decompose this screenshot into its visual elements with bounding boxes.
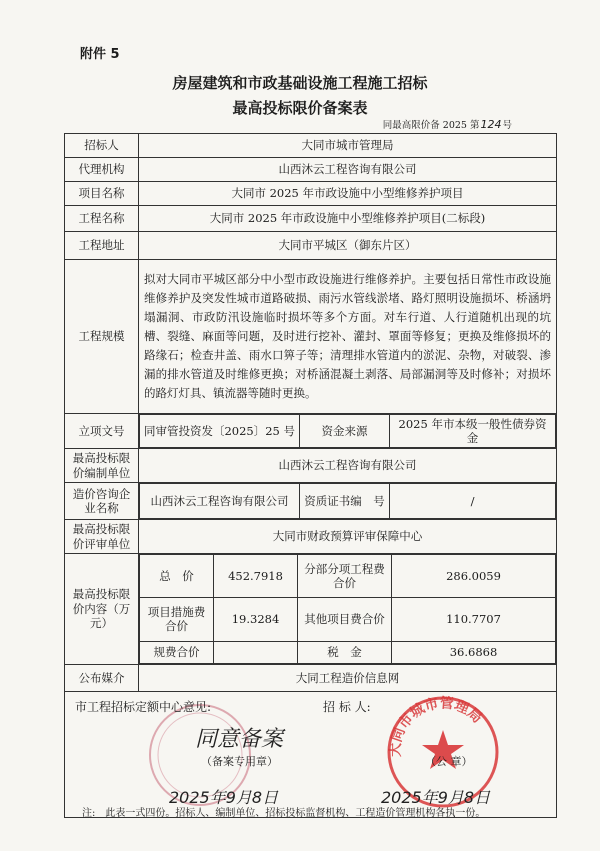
fee-label: 规费合价 (140, 641, 214, 663)
row-compiler (65, 449, 557, 483)
row-work-name (65, 206, 557, 232)
row-price (65, 554, 557, 665)
title-line-1: 房屋建筑和市政基础设施工程施工招标 (172, 74, 428, 92)
fee-value (214, 641, 298, 663)
price-label: 最高投标限价内容（万元） (65, 554, 139, 665)
row-agent (65, 158, 557, 182)
other-label: 其他项目费合价 (298, 598, 392, 641)
filing-stamp-note: （备案专用章） (201, 755, 278, 768)
project-name-label: 项目名称 (65, 182, 139, 206)
title-line-2: 最高投标限价备案表 (232, 99, 368, 117)
cert-label: 资质证书编 号 (300, 484, 390, 519)
measure-value: 19.3284 (214, 598, 298, 641)
reviewer-label: 最高投标限价评审单位 (65, 520, 139, 554)
work-name-value: 大同市 2025 年市政设施中小型维修养护项目(二标段) (139, 206, 557, 232)
scale-description: 拟对大同市平城区部分中小型市政设施进行维修养护。主要包括日常性市政设施维修养护及突发性城市道路破损、雨污水管线淤堵、路灯照明设施损坏、桥涵坍塌漏洞、市政防汛设施临时损坏等多个方面。对车行道、人行道随机出现的坑槽、裂缝、麻面等问题，及时进行挖补、灌封、罩面等修复；更换及维修损坏的路缘石；检查井盖、雨水口箅子等；清理排水管道内的淤泥、杂物，对破裂、渗漏的排水管道及时维修更换；对桥涵混凝土剥落、局部漏洞等及时修补；对损坏的路灯灯具、镇流器等随时更换。 (139, 260, 557, 414)
tax-value: 36.6868 (392, 641, 556, 663)
consultant-label: 造价咨询企业名称 (65, 483, 139, 520)
tenderer-sign-label: 招 标 人: (323, 700, 371, 714)
row-signatures (65, 692, 557, 818)
scale-label: 工程规模 (65, 260, 139, 414)
file-number-value: 124 (480, 118, 502, 131)
tax-label: 税 金 (298, 641, 392, 663)
row-consultant (65, 483, 557, 520)
signature-area (65, 692, 557, 818)
agent-value: 山西沐云工程咨询有限公司 (139, 158, 557, 182)
media-label: 公布媒介 (65, 665, 139, 692)
left-date: 2025年9月8日 (169, 788, 279, 807)
work-name-label: 工程名称 (65, 206, 139, 232)
row-address (65, 232, 557, 260)
fund-source-value: 2025 年市本级一般性债券资金 (390, 415, 556, 448)
official-seal-note: （公 章） (425, 755, 473, 768)
filing-table (64, 133, 557, 818)
file-number (383, 117, 512, 131)
compiler-label: 最高投标限价编制单位 (65, 449, 139, 483)
measure-label: 项目措施费合价 (140, 598, 214, 641)
approval-value: 同审管投资发〔2025〕25 号 (140, 415, 300, 448)
subitem-value: 286.0059 (392, 555, 556, 598)
row-approval (65, 414, 557, 449)
approval-handwriting: 同意备案 (195, 727, 284, 752)
total-label: 总 价 (140, 555, 214, 598)
total-value: 452.7918 (214, 555, 298, 598)
other-value: 110.7707 (392, 598, 556, 641)
footer-note: 注: 此表一式四份。招标人、编制单位、招标投标监督机构、工程造价管理机构各执一份。 (82, 808, 486, 819)
fund-source-label: 资金来源 (300, 415, 390, 448)
address-value: 大同市平城区（御东片区） (139, 232, 557, 260)
row-tenderer (65, 134, 557, 158)
tenderer-label: 招标人 (65, 134, 139, 158)
right-date: 2025年9月8日 (381, 788, 491, 807)
attachment-label: 附件 5 (80, 47, 120, 62)
file-number-prefix: 同最高限价备 2025 第 (382, 120, 480, 131)
row-scale (65, 260, 557, 414)
project-name-value: 大同市 2025 年市政设施中小型维修养护项目 (139, 182, 557, 206)
cert-value: / (390, 484, 556, 519)
center-opinion-label: 市工程招标定额中心意见: (75, 700, 212, 714)
consultant-value: 山西沐云工程咨询有限公司 (140, 484, 300, 519)
tenderer-value: 大同市城市管理局 (139, 134, 557, 158)
media-value: 大同工程造价信息网 (139, 665, 557, 692)
seal-text: 大同市城市管理局 (387, 695, 485, 758)
row-reviewer (65, 520, 557, 554)
subitem-label: 分部分项工程费合价 (298, 555, 392, 598)
row-media (65, 665, 557, 692)
approval-label: 立项文号 (65, 414, 139, 449)
agent-label: 代理机构 (65, 158, 139, 182)
file-number-suffix: 号 (502, 120, 512, 131)
compiler-value: 山西沐云工程咨询有限公司 (139, 449, 557, 483)
row-project-name (65, 182, 557, 206)
reviewer-value: 大同市财政预算评审保障中心 (139, 520, 557, 554)
address-label: 工程地址 (65, 232, 139, 260)
